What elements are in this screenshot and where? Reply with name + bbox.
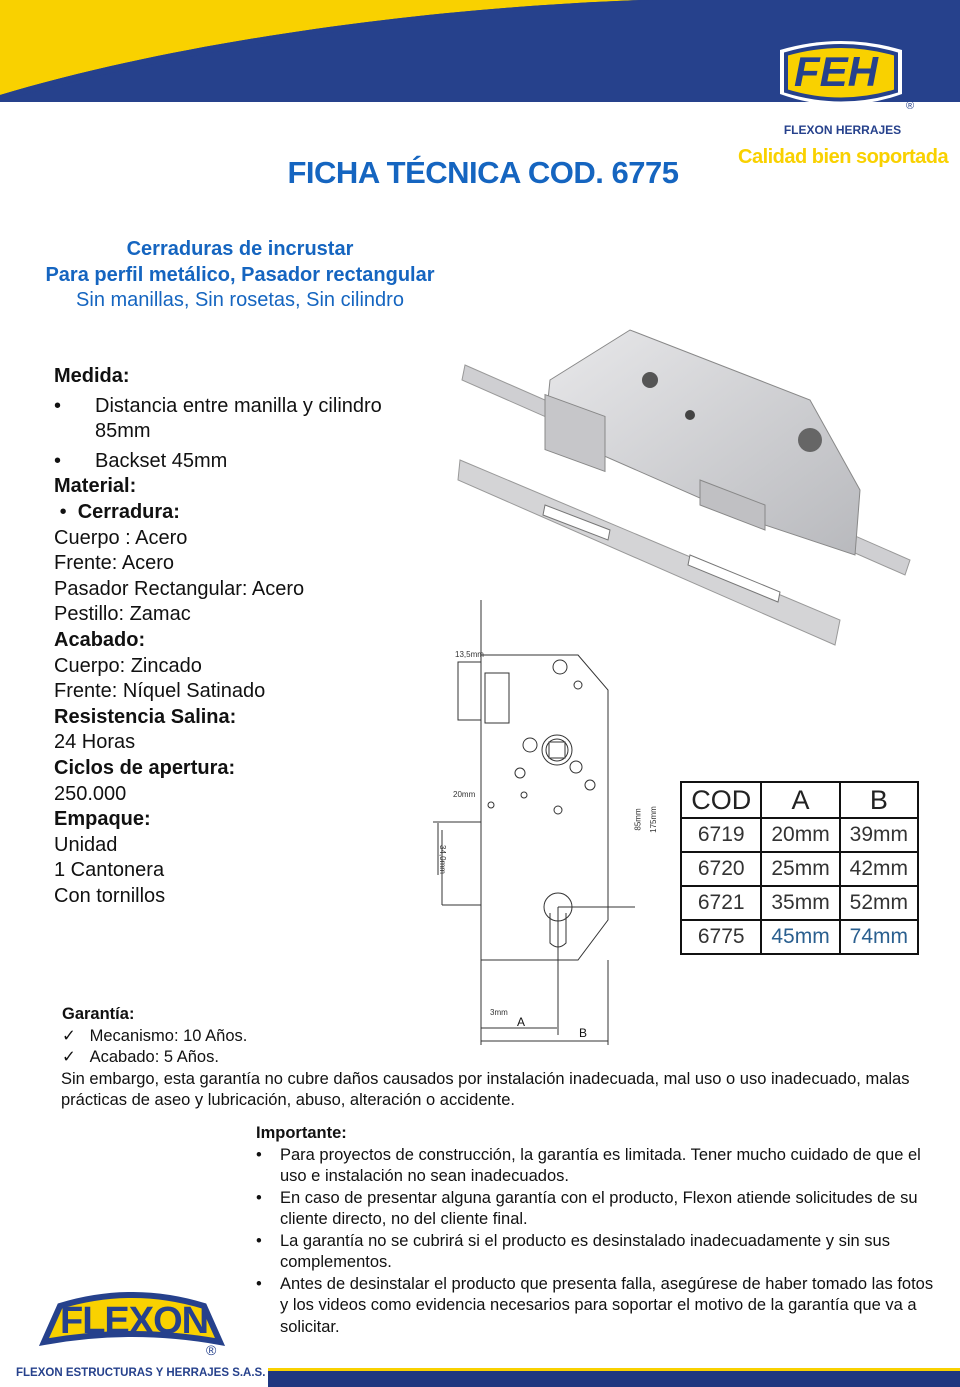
brand-name: FLEXON HERRAJES: [783, 123, 902, 137]
salina-label: Resistencia Salina:: [54, 705, 237, 728]
importante-item: Antes de desinstalar el producto que presenta falla, asegúrese de haber tomado las fotos y los videos como evidencia necesarios para soportar el motivo de la garantía que va a solicitar.: [280, 1274, 934, 1336]
footer-blue-bar: [268, 1371, 960, 1387]
technical-drawing: [430, 595, 660, 1050]
dim-label: 85mm: [633, 808, 643, 831]
check-icon: ✓: [62, 1048, 76, 1066]
importante-section: Importante: • Para proyectos de construcción, la garantía es limitada. Tener mucho cuidado de que el uso e instalación no sean inadecuados. • En caso de presentar alguna garantía con el producto, Flexon atiende solicitudes de su cliente directo, no del cliente final. • La garantía no se cubrirá si el producto es desinstalado inadecuadamente y sin sus complementos. • Antes de desinstalar el producto que presenta falla, asegúrese de haber tomado las fotos y los videos como evidencia necesarios para soportar el motivo de la garantía que va a solicitar.: [256, 1123, 936, 1338]
warranty-note: Sin embargo, esta garantía no cubre daños causados por instalación inadecuada, mal uso o uso inadecuado, malas prácticas de aseo y lubricación, abuso, alteración o accidente.: [61, 1069, 910, 1109]
table-row: 6721 35mm 52mm: [681, 886, 918, 920]
material-label: Material:: [54, 475, 137, 498]
material-line: Pasador Rectangular: Acero: [54, 577, 305, 600]
salina-value: 24 Horas: [54, 731, 136, 754]
acabado-line: Cuerpo: Zincado: [54, 654, 202, 677]
dim-label-b: B: [579, 1026, 588, 1040]
importante-label: Importante:: [256, 1124, 347, 1142]
empaque-line: Con tornillos: [54, 884, 166, 907]
cerradura-label: Cerradura:: [77, 500, 180, 523]
importante-item: Para proyectos de construcción, la garantía es limitada. Tener mucho cuidado de que el uso e instalación no sean inadecuados.: [280, 1145, 921, 1185]
table-row: 6720 25mm 42mm: [681, 852, 918, 886]
medida-label: Medida:: [54, 365, 130, 387]
acabado-line: Frente: Níquel Satinado: [54, 680, 266, 703]
subtitle-line1: Cerraduras de incrustar: [126, 238, 354, 260]
table-row: 6719 20mm 39mm: [681, 818, 918, 852]
empaque-line: 1 Cantonera: [54, 859, 165, 882]
warranty-section: [62, 1004, 942, 1112]
warranty-label: Garantía:: [62, 1005, 135, 1023]
ciclos-label: Ciclos de apertura:: [54, 756, 236, 779]
empaque-line: Unidad: [54, 833, 118, 856]
dim-label: 3mm: [490, 1008, 508, 1017]
dim-label: 13,5mm: [455, 650, 484, 659]
dimension-table: [680, 781, 919, 955]
flexon-logo: FLEXON ®: [38, 1292, 226, 1362]
warranty-item: Mecanismo: 10 Años.: [89, 1026, 248, 1045]
empaque-label: Empaque:: [54, 808, 151, 831]
subtitle-line3: Sin manillas, Sin rosetas, Sin cilindro: [76, 289, 404, 311]
material-line: Frente: Acero: [54, 552, 175, 575]
importante-item: La garantía no se cubrirá si el producto es desinstalado inadecuadamente y sin sus complementos.: [280, 1231, 890, 1271]
table-row: 6775 45mm 74mm: [681, 920, 918, 954]
check-icon: ✓: [62, 1026, 76, 1045]
material-line: Cuerpo : Acero: [54, 526, 188, 549]
material-line: Pestillo: Zamac: [54, 603, 191, 626]
spec-list: Medida: • Distancia entre manilla y cilindro 85mm • Backset 45mm Material: • Cerradura: Cuerpo : Acero Frente: Acero Pasador Rectangular: Acero Pestillo: Zamac Acabado: Cuerpo: Zincado Frente: Níquel Satinado Resistencia Salina: 24 Horas Ciclos de apertura: 250.000 Empaque: Unidad 1 Cantonera Con tornillos: [54, 364, 434, 909]
registered-mark: ®: [906, 100, 915, 112]
company-name: FLEXON ESTRUCTURAS Y HERRAJES S.A.S.: [16, 1367, 266, 1379]
importante-item: En caso de presentar alguna garantía con el producto, Flexon atiende solicitudes de su cliente directo, no del cliente final.: [280, 1188, 918, 1228]
table-header-row: COD A B: [681, 782, 918, 818]
dim-label: 34,0mm: [437, 845, 447, 874]
ciclos-value: 250.000: [54, 782, 127, 805]
slogan: Calidad bien soportada: [738, 146, 949, 168]
warranty-item: Acabado: 5 Años.: [89, 1048, 219, 1066]
subtitle-line2: Para perfil metálico, Pasador rectangular: [45, 264, 435, 286]
dim-label: 175mm: [648, 806, 658, 833]
page-title: FICHA TÉCNICA COD. 6775: [287, 155, 679, 190]
feh-logo: FEH: [776, 36, 906, 112]
dim-label: 20mm: [453, 790, 476, 799]
medida-item: Distancia entre manilla y cilindro 85mm: [95, 394, 382, 443]
acabado-label: Acabado:: [54, 628, 146, 651]
medida-item: Backset 45mm: [95, 449, 228, 472]
dim-label-a: A: [517, 1015, 526, 1029]
